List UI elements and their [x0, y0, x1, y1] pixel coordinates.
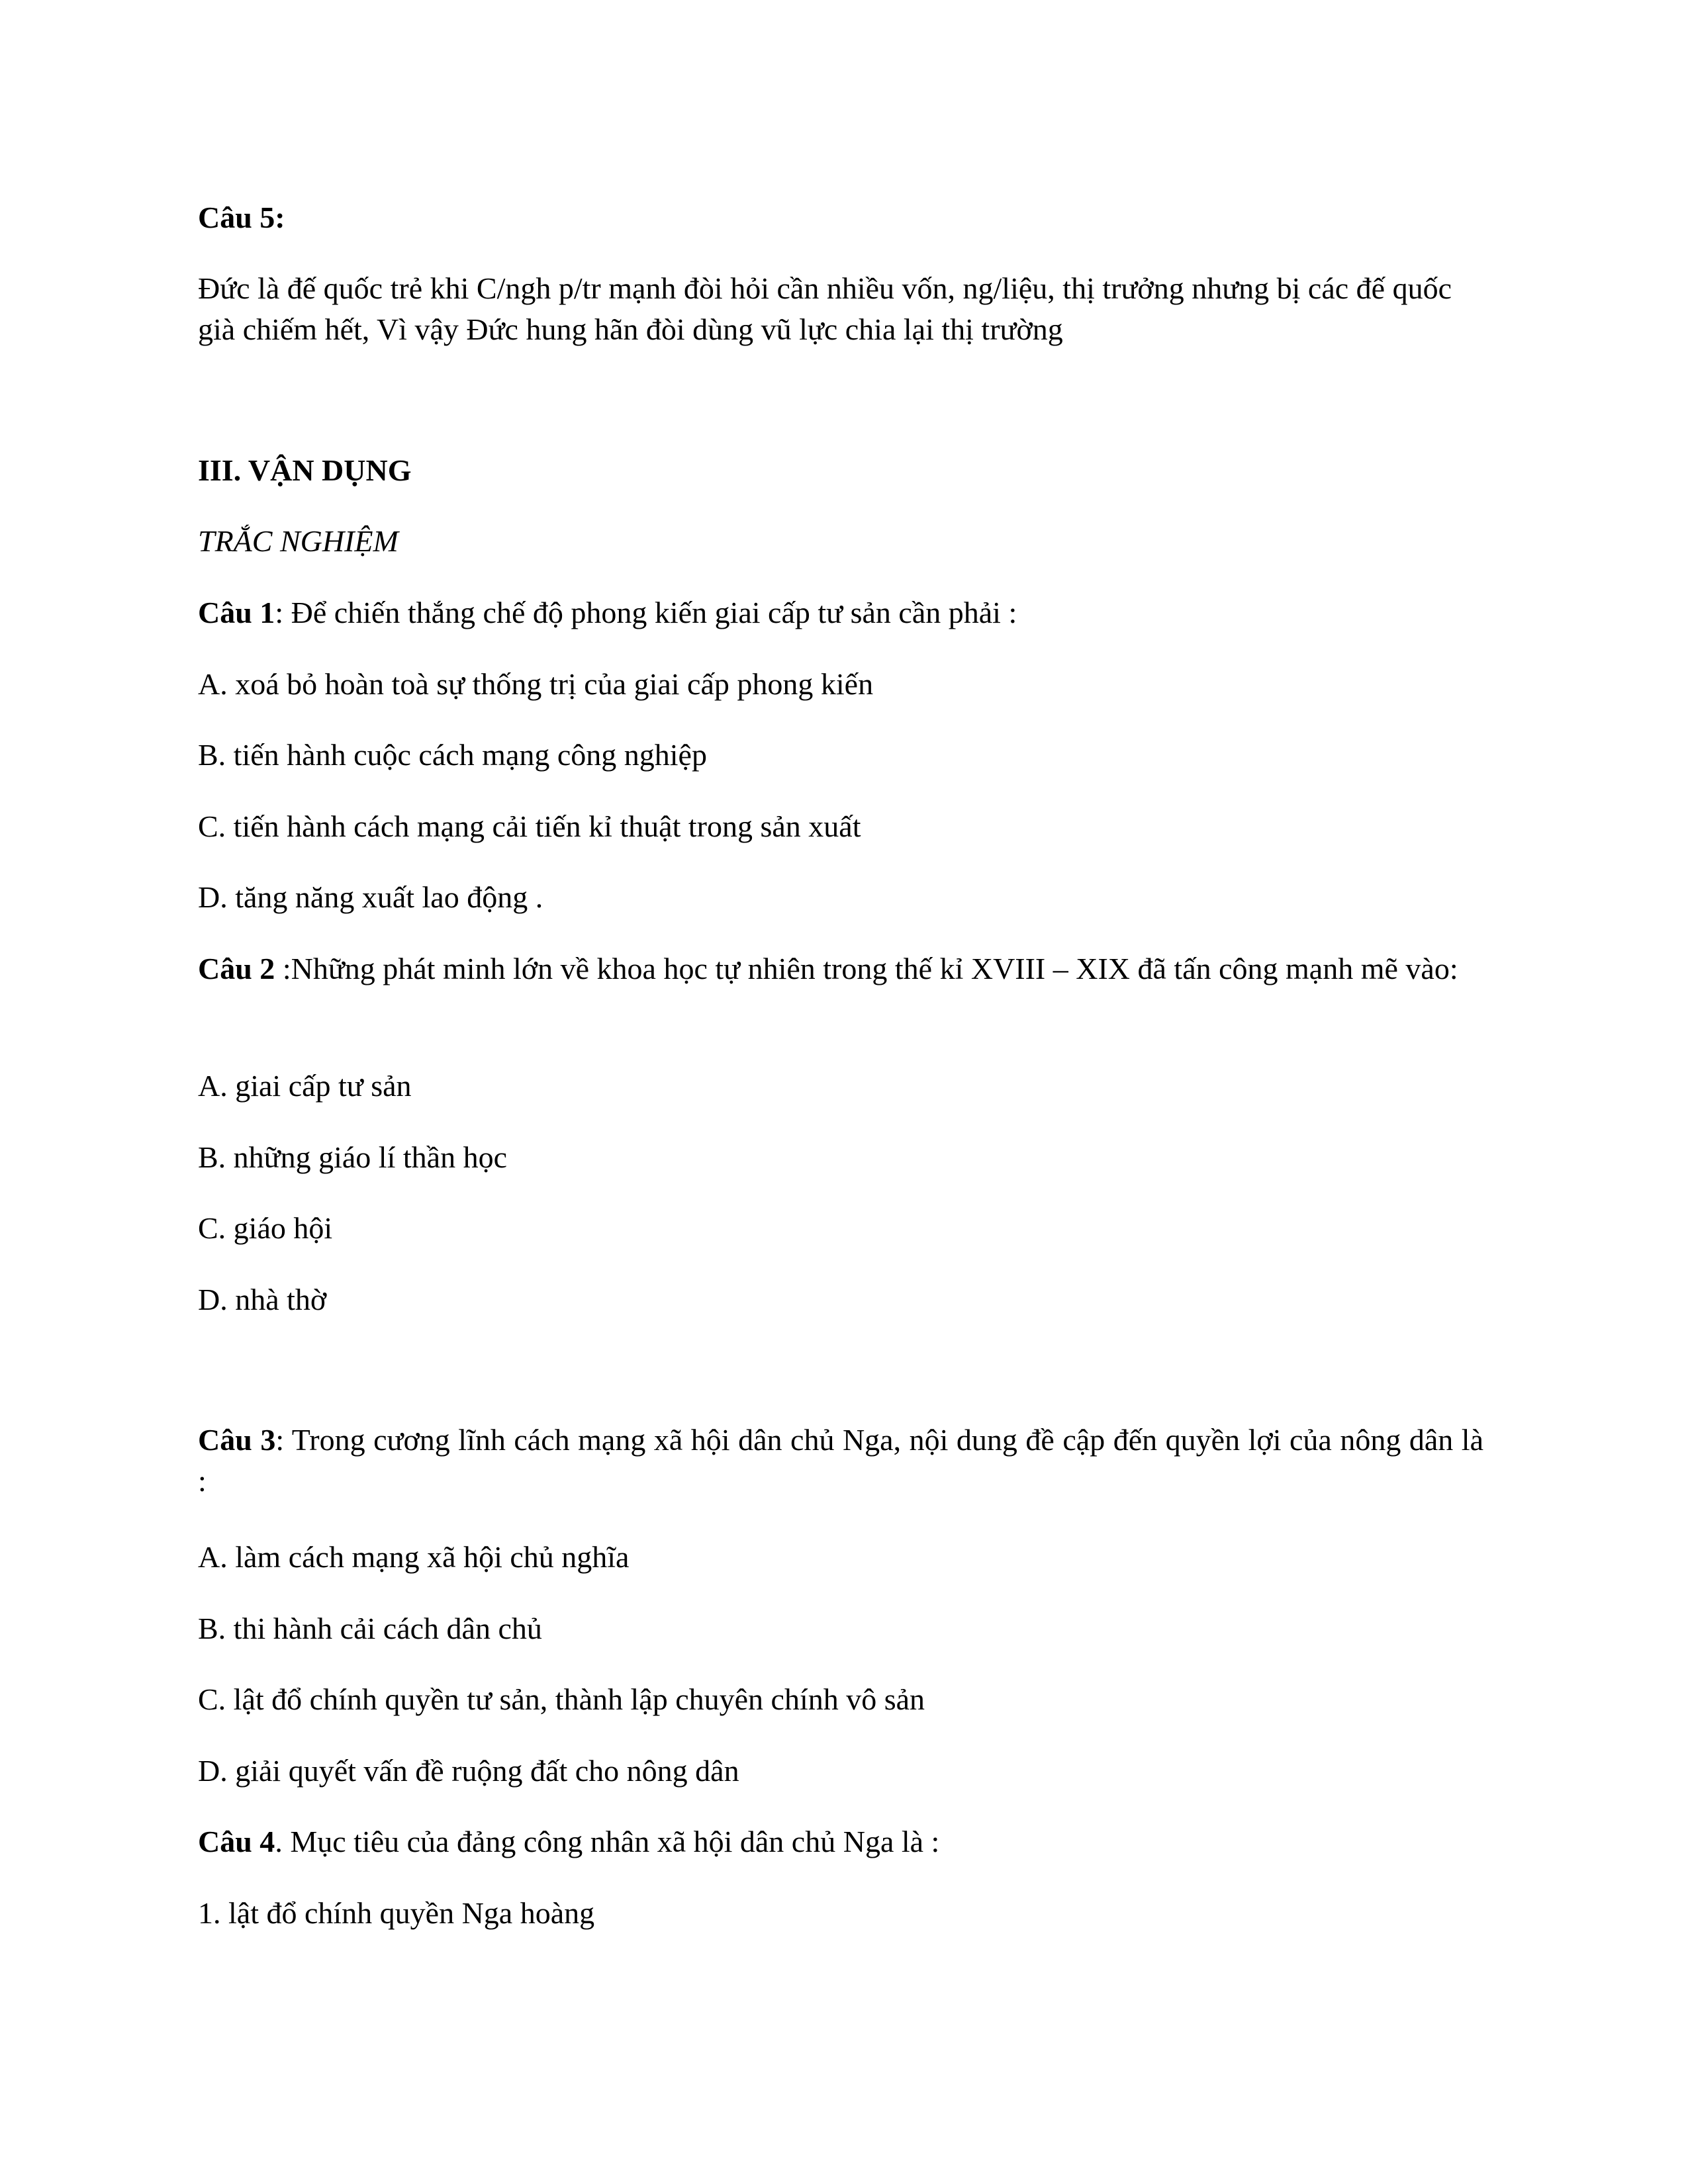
question-1-option-d: D. tăng năng xuất lao động . — [198, 880, 543, 914]
question-2-option-b: B. những giáo lí thần học — [198, 1140, 507, 1174]
question-3-text: : Trong cương lĩnh cách mạng xã hội dân chủ Nga, nội dung đề cập đến quyền lợi của nông dân là : — [198, 1423, 1483, 1498]
question-3 — [198, 1420, 1483, 1502]
question-2-text: :Những phát minh lớn về khoa học tự nhiên trong thế kỉ XVIII – XIX đã tấn công mạnh mẽ vào: — [275, 952, 1458, 985]
question-3-label: Câu 3 — [198, 1423, 276, 1457]
question-3-option-c: C. lật đổ chính quyền tư sản, thành lập chuyên chính vô sản — [198, 1682, 925, 1716]
question-3-option-a: A. làm cách mạng xã hội chủ nghĩa — [198, 1540, 630, 1574]
question-2-label: Câu 2 — [198, 952, 275, 985]
question-2-option-a: A. giai cấp tư sản — [198, 1069, 412, 1103]
question-1-option-c: C. tiến hành cách mạng cải tiến kỉ thuật trong sản xuất — [198, 809, 861, 843]
question-2-option-c: C. giáo hội — [198, 1211, 333, 1245]
question-5-answer: Đức là đế quốc trẻ khi C/ngh p/tr mạnh đòi hỏi cần nhiều vốn, ng/liệu, thị trưởng nhưng bị các đế quốc già chiếm hết, Vì vậy Đức hung hãn đòi dùng vũ lực chia lại thị trường — [198, 271, 1452, 346]
section-title: III. VẬN DỤNG — [198, 453, 412, 487]
question-4-label: Câu 4 — [198, 1825, 275, 1858]
question-1-option-a: A. xoá bỏ hoàn toà sự thống trị của giai cấp phong kiến — [198, 667, 874, 701]
question-4-text: . Mục tiêu của đảng công nhân xã hội dân chủ Nga là : — [275, 1825, 940, 1858]
question-1 — [198, 592, 1017, 633]
question-5-heading: Câu 5: — [198, 201, 285, 234]
question-1-text: : Để chiến thắng chế độ phong kiến giai cấp tư sản cần phải : — [275, 596, 1017, 629]
question-2 — [198, 948, 1476, 989]
question-4-item-1: 1. lật đổ chính quyền Nga hoàng — [198, 1896, 595, 1930]
question-4 — [198, 1821, 939, 1862]
subsection-title: TRẮC NGHIỆM — [198, 524, 399, 558]
question-1-option-b: B. tiến hành cuộc cách mạng công nghiệp — [198, 738, 707, 772]
question-2-option-d: D. nhà thờ — [198, 1283, 327, 1316]
question-3-option-b: B. thi hành cải cách dân chủ — [198, 1612, 542, 1645]
question-3-option-d: D. giải quyết vấn đề ruộng đất cho nông dân — [198, 1754, 739, 1788]
question-1-label: Câu 1 — [198, 596, 275, 629]
